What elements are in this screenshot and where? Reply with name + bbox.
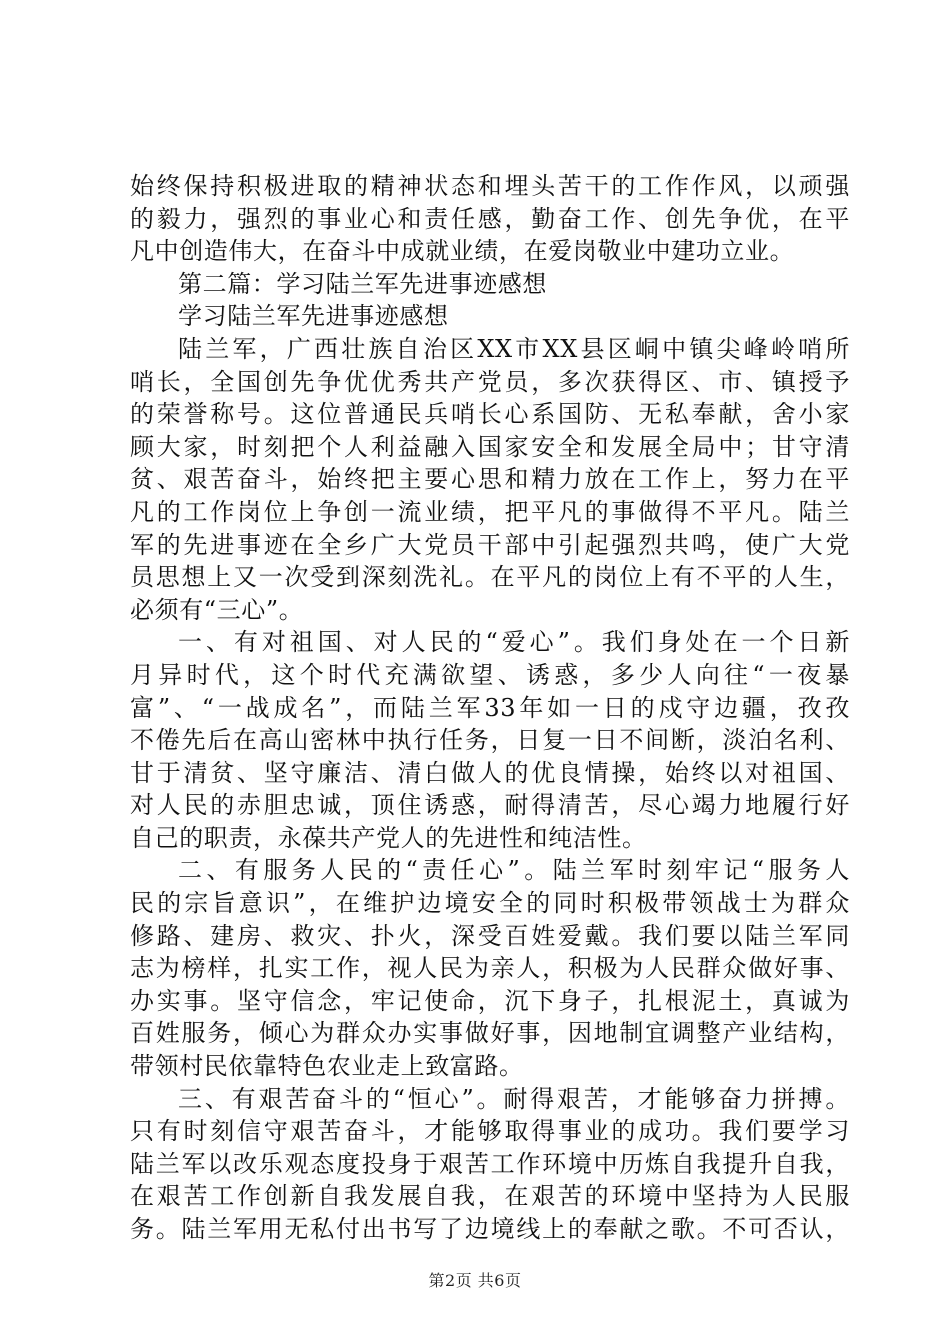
- text-line: 始终保持积极进取的精神状态和埋头苦干的工作作风，以顽强: [130, 172, 850, 200]
- text-line: 顾大家，时刻把个人利益融入国家安全和发展全局中；甘守清: [130, 432, 850, 461]
- text-line: 百姓服务，倾心为群众办实事做好事，因地制宜调整产业结构，: [130, 1019, 850, 1048]
- page-footer: 第2页 共6页: [428, 1271, 522, 1290]
- text-line: 陆兰军以改乐观态度投身于艰苦工作环境中历炼自我提升自我，: [130, 1149, 850, 1178]
- text-line: 二、有服务人民的“责任心”。陆兰军时刻牢记“服务人: [178, 856, 850, 885]
- text-line: 凡的工作岗位上争创一流业绩，把平凡的事做得不平凡。陆兰: [130, 497, 850, 526]
- text-line: 哨长，全国创先争优优秀共产党员，多次获得区、市、镇授予: [130, 367, 850, 396]
- text-line: 带领村民依靠特色农业走上致富路。: [130, 1052, 524, 1081]
- text-line: 修路、建房、救灾、扑火，深受百姓爱戴。我们要以陆兰军同: [130, 921, 850, 950]
- text-line: 的毅力，强烈的事业心和责任感，勤奋工作、创先争优，在平: [130, 204, 850, 233]
- text-line: 在艰苦工作创新自我发展自我，在艰苦的环境中坚持为人民服: [130, 1182, 850, 1211]
- text-line: 一、有对祖国、对人民的“爱心”。我们身处在一个日新: [178, 628, 850, 657]
- text-line: 第二篇：学习陆兰军先进事迹感想: [178, 269, 547, 298]
- text-line: 富”、“一战成名”，而陆兰军33年如一日的戍守边疆，孜孜: [130, 693, 850, 722]
- text-line: 甘于清贫、坚守廉洁、清白做人的优良情操，始终以对祖国、: [130, 758, 850, 787]
- text-line: 学习陆兰军先进事迹感想: [178, 302, 449, 331]
- text-line: 的荣誉称号。这位普通民兵哨长心系国防、无私奉献，舍小家: [130, 400, 850, 429]
- text-line: 志为榜样，扎实工作，视人民为亲人，积极为人民群众做好事、: [130, 954, 850, 983]
- text-line: 军的先进事迹在全乡广大党员干部中引起强烈共鸣，使广大党: [130, 530, 850, 559]
- document-body: [130, 170, 850, 1246]
- text-line: 自己的职责，永葆共产党人的先进性和纯洁性。: [130, 823, 647, 852]
- text-line: 陆兰军，广西壮族自治区XX市XX县区峒中镇尖峰岭哨所: [178, 334, 850, 363]
- text-line: 凡中创造伟大，在奋斗中成就业绩，在爱岗敬业中建功立业。: [130, 237, 795, 266]
- text-line: 办实事。坚守信念，牢记使命，沉下身子，扎根泥土，真诚为: [130, 986, 850, 1015]
- text-line: 贫、艰苦奋斗，始终把主要心思和精力放在工作上，努力在平: [130, 465, 850, 494]
- text-line: 务。陆兰军用无私付出书写了边境线上的奉献之歌。不可否认，: [130, 1215, 850, 1243]
- text-line: 只有时刻信守艰苦奋斗，才能够取得事业的成功。我们要学习: [130, 1117, 850, 1146]
- text-line: 三、有艰苦奋斗的“恒心”。耐得艰苦，才能够奋力拼搏。: [178, 1084, 850, 1113]
- text-line: 员思想上又一次受到深刻洗礼。在平凡的岗位上有不平的人生，: [130, 563, 850, 592]
- text-line: 必须有“三心”。: [130, 595, 304, 624]
- text-line: 不倦先后在高山密林中执行任务，日复一日不间断，淡泊名利、: [130, 726, 850, 755]
- text-line: 月异时代，这个时代充满欲望、诱惑，多少人向往“一夜暴: [130, 660, 850, 689]
- text-line: 民的宗旨意识”，在维护边境安全的同时积极带领战士为群众: [130, 889, 850, 918]
- text-line: 对人民的赤胆忠诚，顶住诱惑，耐得清苦，尽心竭力地履行好: [130, 791, 850, 820]
